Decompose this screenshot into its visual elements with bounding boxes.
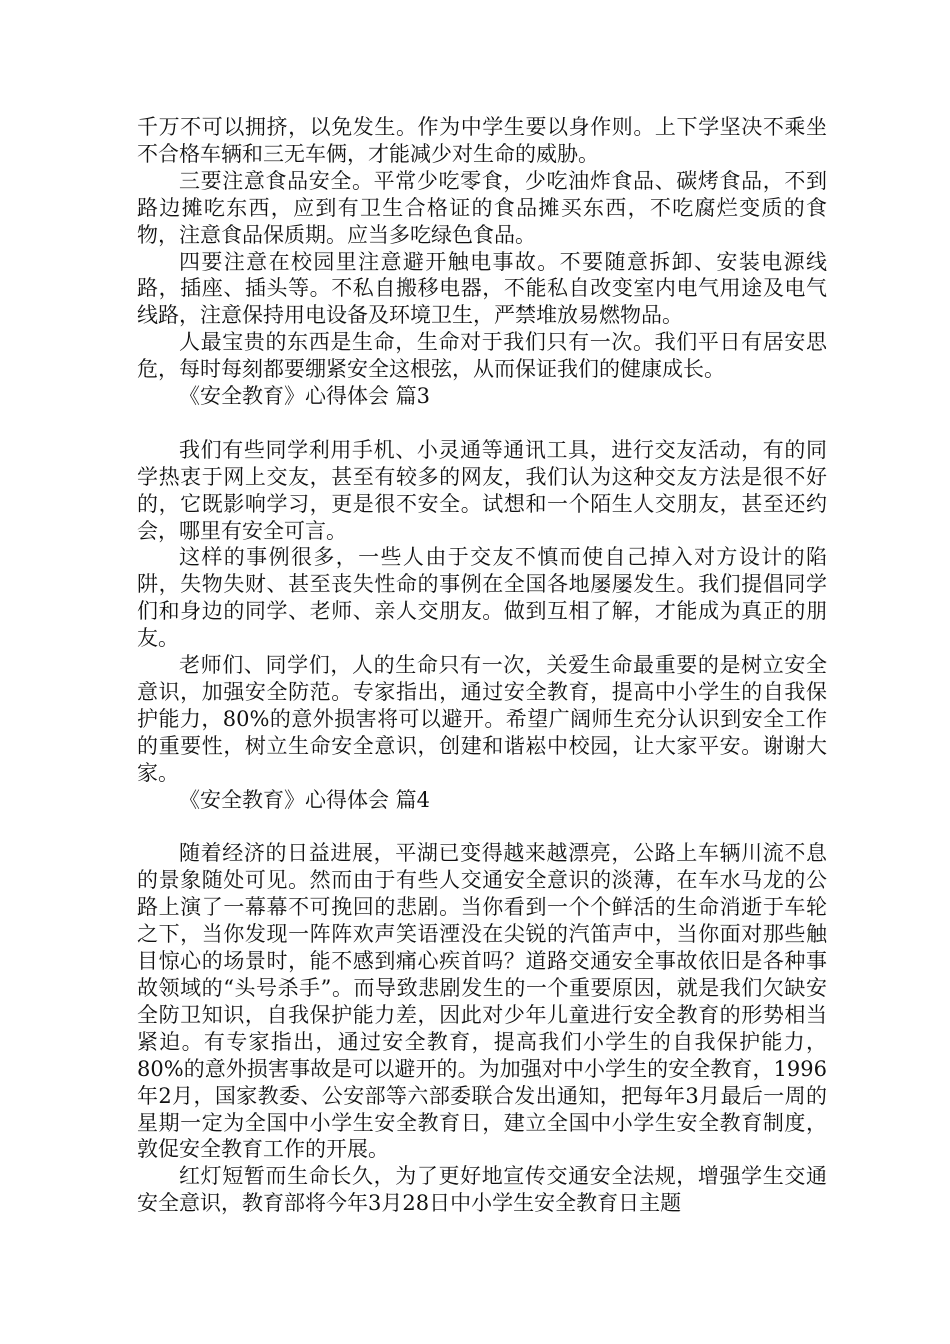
paragraph-1: 千万不可以拥挤，以免发生。作为中学生要以身作则。上下学坚决不乘坐不合格车辆和三无车俩，才能减少对生命的威胁。 bbox=[137, 115, 827, 166]
paragraph-teachers-students: 老师们、同学们，人的生命只有一次，关爱生命最重要的是树立安全意识，加强安全防范。专家指出，通过安全教育，提高中小学生的自我保护能力，80%的意外损害将可以避开。希望广阔师生充分认识到安全工作的重要性，树立生命安全意识，创建和谐崧中校园，让大家平安。谢谢大家。 bbox=[137, 653, 827, 785]
document-page bbox=[137, 114, 827, 1217]
paragraph-electric-safety: 四要注意在校园里注意避开触电事故。不要随意拆卸、安装电源线路，插座、插头等。不私自搬移电器，不能私自改变室内电气用途及电气线路，注意保持用电设备及环境卫生，严禁堆放易燃物品。 bbox=[137, 249, 827, 328]
blank-line bbox=[137, 410, 827, 437]
paragraph-friend-cases: 这样的事例很多，一些人由于交友不慎而使自己掉入对方设计的陷阱，失物失财、甚至丧失性命的事例在全国各地屡屡发生。我们提倡同学们和身边的同学、老师、亲人交朋友。做到互相了解，才能成为真正的朋友。 bbox=[137, 545, 827, 651]
section-heading-3: 《安全教育》心得体会 篇3 bbox=[179, 384, 431, 409]
section-heading-4: 《安全教育》心得体会 篇4 bbox=[179, 787, 431, 812]
paragraph-life-value: 人最宝贵的东西是生命，生命对于我们只有一次。我们平日有居安思危，每时每刻都要绷紧安全这根弦，从而保证我们的健康成长。 bbox=[137, 330, 827, 382]
paragraph-red-light: 红灯短暂而生命长久，为了更好地宣传交通安全法规，增强学生交通安全意识，教育部将今年3月28日中小学生安全教育日主题 bbox=[137, 1164, 827, 1216]
paragraph-food-safety: 三要注意食品安全。平常少吃零食，少吃油炸食品、碳烤食品，不到路边摊吃东西，应到有卫生合格证的食品摊买东西，不吃腐烂变质的食物，注意食品保质期。应当多吃绿色食品。 bbox=[137, 168, 827, 247]
paragraph-online-friends: 我们有些同学利用手机、小灵通等通讯工具，进行交友活动，有的同学热衷于网上交友，甚至有较多的网友，我们认为这种交友方法是很不好的，它既影响学习，更是很不安全。试想和一个陌生人交朋友，甚至还约会，哪里有安全可言。 bbox=[137, 437, 827, 543]
blank-line bbox=[137, 814, 827, 841]
paragraph-traffic-safety: 随着经济的日益进展，平湖已变得越来越漂亮，公路上车辆川流不息的景象随处可见。然而由于有些人交通安全意识的淡薄，在车水马龙的公路上演了一幕幕不可挽回的悲剧。当你看到一个个鲜活的生命消逝于车轮之下，当你发现一阵阵欢声笑语湮没在尖锐的汽笛声中，当你面对那些触目惊心的场景时，能不感到痛心疾首吗？道路交通安全事故依旧是各种事故领域的“头号杀手”。而导致悲剧发生的一个重要原因，就是我们欠缺安全防卫知识，自我保护能力差，因此对少年儿童进行安全教育的形势相当紧迫。有专家指出，通过安全教育，提高我们小学生的自我保护能力，80%的意外损害事故是可以避开的。为加强对中小学生的安全教育，1996年2月，国家教委、公安部等六部委联合发出通知，把每年3月最后一周的星期一定为全国中小学生安全教育日，建立全国中小学生安全教育制度，敦促安全教育工作的开展。 bbox=[137, 841, 827, 1162]
